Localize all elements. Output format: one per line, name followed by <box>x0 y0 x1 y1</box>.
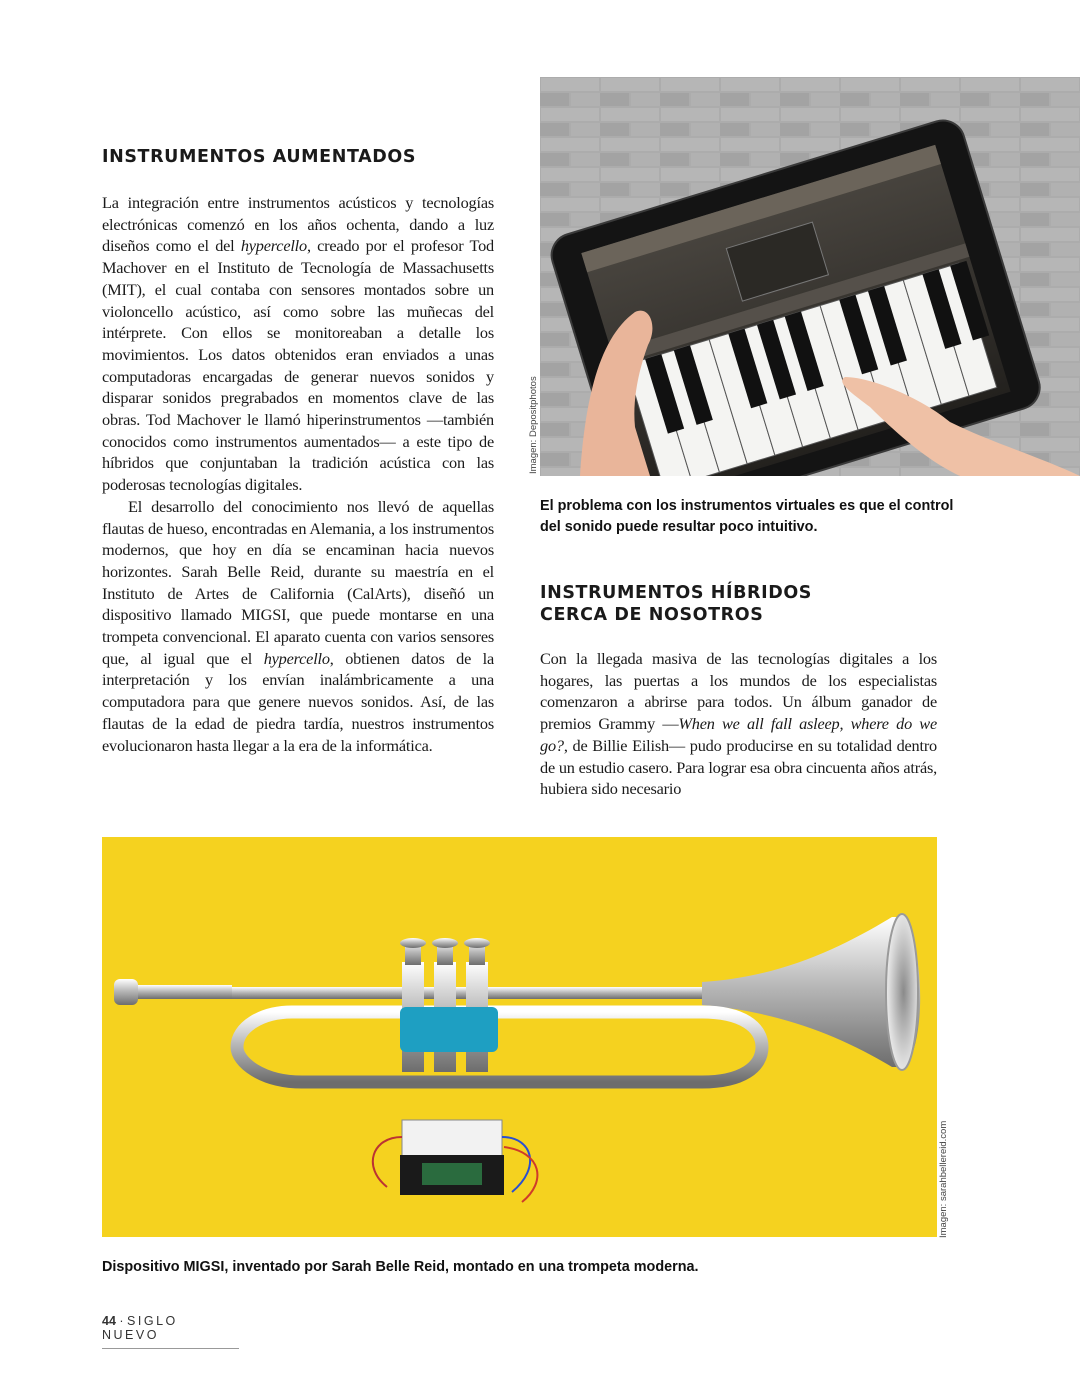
paragraph: El desarrollo del conocimiento nos llevó de aquellas flautas de hueso, encontradas en Alemania, a los instrumentos modernos, que hoy en día se encaminan hacia nuevos horizontes. Sarah Belle Reid, durante su maestría en el Instituto de Artes de California (CalArts), diseñó un dispositivo llamado MIGSI, que puede montarse en una trompeta convencional. El aparato cuenta con varios sensores que, al igual que el hypercello, obtienen datos de la interpretación y los envían inalámbricamente a una computadora para que genere nuevos sonidos. Así, de las flautas de la edad de piedra tardía, nuestros instrumentos evolucionaron hasta llegar a la era de la informática. <box>102 496 495 755</box>
article-body-right <box>540 648 937 800</box>
page-footer <box>102 1314 239 1349</box>
article-body-left <box>102 192 494 756</box>
paragraph: Con la llegada masiva de las tecnologías digitales a los hogares, las puertas a los mundos de los especialistas comenzaron a abrirse para todos. Un álbum ganador de premios Grammy —When we all fall asleep, where do we go?, de Billie Eilish— pudo producirse en su totalidad dentro de un estudio casero. Para lograr esa obra cincuenta años atrás, hubiera sido necesario <box>540 649 937 799</box>
magazine-name: SIGLO NUEVO <box>102 1314 178 1342</box>
page-number: 44 <box>102 1314 116 1328</box>
section-heading-aumentados: INSTRUMENTOS AUMENTADOS <box>102 147 417 167</box>
footer-separator: · <box>119 1314 124 1328</box>
section-heading-hibridos: INSTRUMENTOS HÍBRIDOS CERCA DE NOSOTROS <box>540 583 812 625</box>
photo-caption: Dispositivo MIGSI, inventado por Sarah Belle Reid, montado en una trompeta moderna. <box>102 1259 699 1275</box>
trumpet-migsi-photo <box>102 837 937 1237</box>
photo-credit: Imagen: sarahbellereid.com <box>938 1120 949 1238</box>
tablet-illustration <box>540 77 1080 476</box>
tablet-piano-photo <box>540 77 1080 476</box>
trumpet-illustration <box>102 837 937 1237</box>
photo-caption: El problema con los instrumentos virtuales es que el control del sonido puede resultar poco intuitivo. <box>540 498 954 535</box>
photo-credit: Imagen: Depositphotos <box>528 376 539 474</box>
paragraph: La integración entre instrumentos acústicos y tecnologías electrónicas comenzó en los años ochenta, dando a luz diseños como el del hypercello, creado por el profesor Tod Machover en el Instituto de Tecnología de Massachusetts (MIT), el cual contaba con sensores montados sobre un violoncello acústico, así como sobre las muñecas del intérprete. Con ellos se monitoreaban a detalle los movimientos. Los datos obtenidos eran enviados a unas computadoras encargadas de generar nuevos sonidos y disparar sonidos pregrabados en momentos clave de las obras. Tod Machover le llamó hiperinstrumentos —también conocidos como instrumentos aumentados— a este tipo de híbridos que conjuntaban la tradición acústica con las poderosas tecnologías digitales. <box>102 193 495 495</box>
